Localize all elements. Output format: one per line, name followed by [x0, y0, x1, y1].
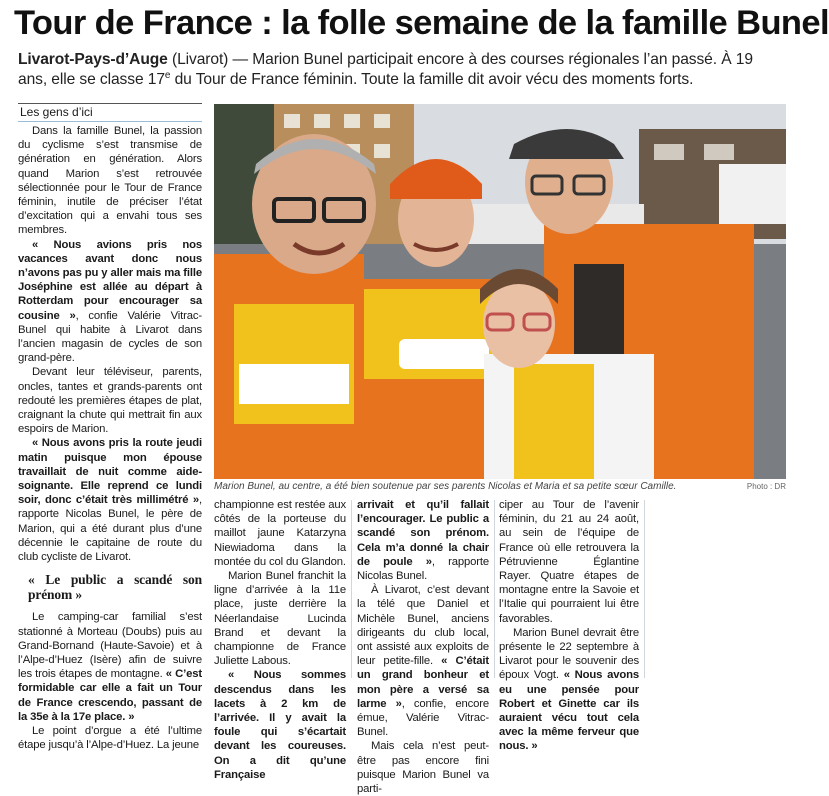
- quote: « Nous avons eu une pensée pour Robert et Ginette car ils auraient vécu tout cela avec la même ferveur que nous. »: [499, 669, 640, 753]
- lede-place-detail: (Livarot) —: [167, 51, 253, 68]
- paragraph: [18, 436, 202, 564]
- quote: « Nous avions pris nos vacances avant donc nous n’avons pas pu y aller mais ma fille Joséphine est allée au départ à Rotterdam pour encourager sa cousine »: [18, 238, 202, 322]
- paragraph: [18, 238, 202, 366]
- column-3: [357, 498, 489, 796]
- paragraph-text: Marion Bunel devrait être présente le 22 septembre à Livarot pour le souvenir des époux Vogt.: [499, 626, 639, 682]
- caption-text: Marion Bunel, au centre, a été bien soutenue par ses parents Nicolas et Maria et sa petite sœur Camille.: [214, 481, 677, 492]
- section-rubric: Les gens d’ici: [18, 103, 202, 122]
- quote: « Nous avons pris la route jeudi matin puisque mon épouse travaillait de nuit comme aide-soignante. Elle reprend ce lundi soir, donc c’était très millimétré »: [18, 437, 202, 507]
- headline: Tour de France : la folle semaine de la famille Bunel: [14, 4, 829, 42]
- quote-attribution: , rapporte Nicolas Bunel.: [357, 555, 489, 583]
- paragraph: Marion Bunel franchit la ligne d’arrivée à la 11e place, juste derrière la Néerlandaise Lucinda Brand et devant la championne de France Juliette Labous.: [214, 570, 346, 668]
- quote-attribution: , confie, encore émue, Valérie Vitrac-Bunel.: [357, 697, 489, 739]
- paragraph: [214, 668, 346, 782]
- quote-attribution: , rapporte Nicolas Bunel, le père de Marion, qui a été durant plus d’une décennie le capitaine de route du club cycliste de Livarot.: [18, 494, 202, 564]
- paragraph: Mais cela n’est peut-être pas encore fini puisque Marion Bunel va parti-: [357, 740, 489, 796]
- paragraph: [357, 498, 489, 583]
- column-4: [499, 498, 639, 754]
- paragraph: championne est restée aux côtés de la porteuse du maillot jaune Katarzyna Niewiadoma dans la montée du col du Glandon.: [214, 499, 346, 568]
- intertitle: « Le public a scandé son prénom »: [28, 572, 202, 603]
- lede: [18, 50, 786, 90]
- column-1: [18, 124, 202, 752]
- quote: arrivait et qu’il fallait l’encourager. Le public a scandé son prénom. Cela m’a donné la chair de poule »: [357, 499, 489, 568]
- paragraph: [357, 583, 489, 739]
- photo-credit: Photo : DR: [746, 482, 786, 491]
- photo-caption: [214, 480, 786, 493]
- lede-text-b: du Tour de France féminin. Toute la famille dit avoir vécu des moments forts.: [170, 71, 694, 88]
- paragraph: Devant leur téléviseur, parents, oncles, tantes et grands-parents ont redouté les premières étapes de plat, craignant la chute qui mettrait fin aux espoirs de Marion.: [18, 366, 202, 436]
- lede-sup: e: [164, 69, 171, 81]
- lede-text-a: Marion Bunel participait encore à des courses régionales l’an passé. À 19 ans, elle se classe 17: [18, 51, 753, 88]
- quote: « C’est formidable car elle a fait un Tour de France crescendo, passant de la 35e à la 17e place. »: [18, 668, 202, 723]
- quote-attribution: , confie Valérie Vitrac-Bunel qui habite à Livarot dans l’ancien magasin de cycles de son grand-père.: [18, 309, 202, 365]
- column-2: [214, 498, 346, 782]
- article-photo: [214, 104, 786, 479]
- lede-place: Livarot-Pays-d’Auge: [18, 51, 168, 68]
- column-divider: [644, 500, 645, 678]
- quote: « Nous sommes descendus dans les lacets à 2 km de l’arrivée. Il y avait la foule qui s’écartait devant les coureuses. On a dit qu’une Française: [214, 669, 346, 781]
- paragraph-text: Le camping-car familial s’est stationné à Morteau (Doubs) puis au Grand-Bornand (Haute-Savoie) et à l’Alpe-d’Huez (Isère) afin de suivre les trois étapes de montagne.: [18, 611, 202, 681]
- paragraph: [18, 610, 202, 724]
- paragraph-text: À Livarot, c’est devant la télé que Daniel et Michèle Bunel, anciens dirigeants du club local, ont assisté aux exploits de leur petite-fille.: [357, 584, 489, 668]
- paragraph: Dans la famille Bunel, la passion du cyclisme s’est transmise de génération en génération. Alors quand Marion s’est retrouvée sélectionnée pour le Tour de France féminin, inutile de préciser l’état d’excitation qui a envahi tous ses membres.: [18, 125, 202, 237]
- paragraph: [499, 626, 639, 754]
- quote: « C’était un grand bonheur et mon père a versé sa larme »: [357, 655, 489, 710]
- paragraph: Le point d’orgue a été l’ultime étape jusqu’à l’Alpe-d’Huez. La jeune: [18, 724, 202, 752]
- photo-illustration: [214, 104, 786, 479]
- paragraph: ciper au Tour de l’avenir féminin, du 21 au 24 août, au sein de l’équipe de France où elle retrouvera la Pétruvienne Églantine Rayer. Quatre étapes de montagne entre la Savoie et l’Italie qui pourraient lui être favorables.: [499, 499, 639, 625]
- column-divider: [351, 500, 352, 678]
- column-divider: [494, 500, 495, 678]
